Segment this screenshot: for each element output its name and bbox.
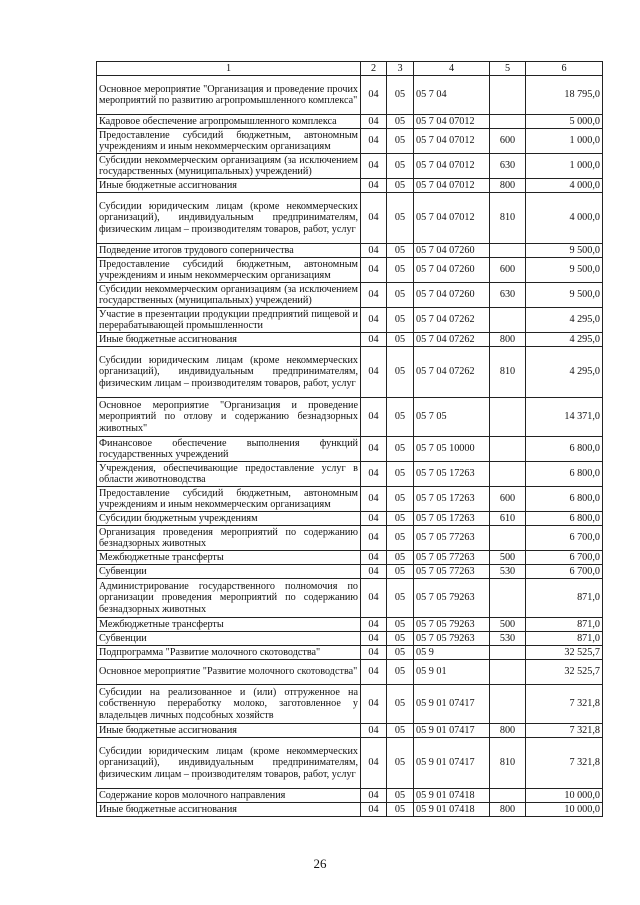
subsection-cell: 05 [387, 618, 414, 632]
section-cell: 04 [361, 76, 387, 115]
table-row [97, 193, 603, 244]
target-article-cell: 05 7 04 07012 [414, 129, 490, 154]
target-article-cell: 05 7 05 [414, 398, 490, 437]
subsection-cell: 05 [387, 738, 414, 789]
target-article-cell: 05 7 04 07260 [414, 244, 490, 258]
target-article-cell: 05 9 01 07418 [414, 789, 490, 803]
target-article-cell: 05 7 05 79263 [414, 579, 490, 618]
table-row [97, 462, 603, 487]
expense-type-cell [490, 462, 526, 487]
table-row [97, 76, 603, 115]
table-row [97, 115, 603, 129]
subsection-cell: 05 [387, 179, 414, 193]
table-row [97, 618, 603, 632]
row-name-cell: Предоставление субсидий бюджетным, автономным учреждениям и иным некоммерческим организациям [97, 487, 361, 512]
section-cell: 04 [361, 551, 387, 565]
expense-type-cell [490, 115, 526, 129]
target-article-cell: 05 7 05 77263 [414, 551, 490, 565]
section-cell: 04 [361, 618, 387, 632]
amount-cell: 871,0 [526, 618, 603, 632]
amount-cell: 6 800,0 [526, 437, 603, 462]
expense-type-cell: 500 [490, 551, 526, 565]
row-name-cell: Администрирование государственного полномочия по организации проведения мероприятий по содержанию безнадзорных животных [97, 579, 361, 618]
expense-type-cell: 630 [490, 154, 526, 179]
target-article-cell: 05 7 05 17263 [414, 487, 490, 512]
section-cell: 04 [361, 115, 387, 129]
target-article-cell: 05 7 05 77263 [414, 526, 490, 551]
section-cell: 04 [361, 258, 387, 283]
section-cell: 04 [361, 283, 387, 308]
header-cell: 1 [97, 62, 361, 76]
amount-cell: 10 000,0 [526, 789, 603, 803]
target-article-cell: 05 9 01 07418 [414, 803, 490, 817]
table-row [97, 154, 603, 179]
expense-type-cell: 600 [490, 487, 526, 512]
amount-cell: 32 525,7 [526, 646, 603, 660]
subsection-cell: 05 [387, 115, 414, 129]
table-row [97, 437, 603, 462]
header-cell: 6 [526, 62, 603, 76]
amount-cell: 1 000,0 [526, 129, 603, 154]
subsection-cell: 05 [387, 437, 414, 462]
row-name-cell: Субсидии на реализованное и (или) отгруженное на собственную переработку молоко, заготовленное у владельцев личных подсобных хозяйств [97, 685, 361, 724]
section-cell: 04 [361, 244, 387, 258]
amount-cell: 4 295,0 [526, 333, 603, 347]
subsection-cell: 05 [387, 660, 414, 685]
table-row [97, 512, 603, 526]
table-row [97, 308, 603, 333]
expense-type-cell: 530 [490, 565, 526, 579]
row-name-cell: Финансовое обеспечение выполнения функций государственных учреждений [97, 437, 361, 462]
subsection-cell: 05 [387, 551, 414, 565]
target-article-cell: 05 7 04 07260 [414, 258, 490, 283]
table-row [97, 333, 603, 347]
table-row [97, 738, 603, 789]
section-cell: 04 [361, 308, 387, 333]
section-cell: 04 [361, 179, 387, 193]
target-article-cell: 05 9 01 07417 [414, 738, 490, 789]
subsection-cell: 05 [387, 244, 414, 258]
table-row [97, 179, 603, 193]
table-row [97, 283, 603, 308]
row-name-cell: Субсидии юридическим лицам (кроме некоммерческих организаций), индивидуальным предпринимателям, физическим лицам – производителям товаров, работ, услуг [97, 738, 361, 789]
target-article-cell: 05 9 [414, 646, 490, 660]
subsection-cell: 05 [387, 565, 414, 579]
target-article-cell: 05 7 04 07012 [414, 115, 490, 129]
section-cell: 04 [361, 193, 387, 244]
target-article-cell: 05 9 01 [414, 660, 490, 685]
section-cell: 04 [361, 738, 387, 789]
amount-cell: 9 500,0 [526, 283, 603, 308]
amount-cell: 18 795,0 [526, 76, 603, 115]
expense-type-cell [490, 244, 526, 258]
target-article-cell: 05 9 01 07417 [414, 685, 490, 724]
amount-cell: 4 295,0 [526, 308, 603, 333]
table-row [97, 803, 603, 817]
row-name-cell: Иные бюджетные ассигнования [97, 333, 361, 347]
amount-cell: 7 321,8 [526, 724, 603, 738]
expense-type-cell [490, 398, 526, 437]
expense-type-cell [490, 685, 526, 724]
row-name-cell: Субсидии бюджетным учреждениям [97, 512, 361, 526]
section-cell: 04 [361, 333, 387, 347]
subsection-cell: 05 [387, 283, 414, 308]
row-name-cell: Подпрограмма "Развитие молочного скотоводства" [97, 646, 361, 660]
section-cell: 04 [361, 565, 387, 579]
table-row [97, 398, 603, 437]
table-row [97, 579, 603, 618]
expense-type-cell: 610 [490, 512, 526, 526]
table-row [97, 660, 603, 685]
row-name-cell: Субсидии юридическим лицам (кроме некоммерческих организаций), индивидуальным предпринимателям, физическим лицам – производителям товаров, работ, услуг [97, 193, 361, 244]
section-cell: 04 [361, 129, 387, 154]
expense-type-cell: 600 [490, 129, 526, 154]
section-cell: 04 [361, 685, 387, 724]
row-name-cell: Иные бюджетные ассигнования [97, 724, 361, 738]
amount-cell: 9 500,0 [526, 244, 603, 258]
row-name-cell: Кадровое обеспечение агропромышленного комплекса [97, 115, 361, 129]
amount-cell: 7 321,8 [526, 685, 603, 724]
expense-type-cell: 810 [490, 738, 526, 789]
subsection-cell: 05 [387, 398, 414, 437]
subsection-cell: 05 [387, 76, 414, 115]
subsection-cell: 05 [387, 347, 414, 398]
table-row [97, 646, 603, 660]
amount-cell: 4 000,0 [526, 193, 603, 244]
section-cell: 04 [361, 724, 387, 738]
subsection-cell: 05 [387, 154, 414, 179]
table-row [97, 487, 603, 512]
target-article-cell: 05 7 05 10000 [414, 437, 490, 462]
amount-cell: 871,0 [526, 579, 603, 618]
amount-cell: 7 321,8 [526, 738, 603, 789]
section-cell: 04 [361, 803, 387, 817]
subsection-cell: 05 [387, 646, 414, 660]
section-cell: 04 [361, 512, 387, 526]
row-name-cell: Субвенции [97, 565, 361, 579]
subsection-cell: 05 [387, 462, 414, 487]
amount-cell: 6 800,0 [526, 487, 603, 512]
subsection-cell: 05 [387, 258, 414, 283]
table-row [97, 789, 603, 803]
expense-type-cell: 800 [490, 179, 526, 193]
target-article-cell: 05 7 04 07262 [414, 308, 490, 333]
amount-cell: 10 000,0 [526, 803, 603, 817]
subsection-cell: 05 [387, 685, 414, 724]
amount-cell: 6 800,0 [526, 462, 603, 487]
amount-cell: 6 700,0 [526, 526, 603, 551]
section-cell: 04 [361, 646, 387, 660]
table-row [97, 258, 603, 283]
budget-table [96, 61, 603, 817]
row-name-cell: Основное мероприятие "Организация и проведение мероприятий по отлову и содержанию безнадзорных животных" [97, 398, 361, 437]
target-article-cell: 05 7 05 77263 [414, 565, 490, 579]
table-row [97, 129, 603, 154]
section-cell: 04 [361, 398, 387, 437]
row-name-cell: Участие в презентации продукции предприятий пищевой и перерабатывающей промышленности [97, 308, 361, 333]
expense-type-cell: 500 [490, 618, 526, 632]
expense-type-cell [490, 76, 526, 115]
header-cell: 4 [414, 62, 490, 76]
row-name-cell: Субсидии некоммерческим организациям (за исключением государственных (муниципальных) учреждений) [97, 283, 361, 308]
row-name-cell: Предоставление субсидий бюджетным, автономным учреждениям и иным некоммерческим организациям [97, 129, 361, 154]
row-name-cell: Основное мероприятие "Организация и проведение прочих мероприятий по развитию агропромышленного комплекса" [97, 76, 361, 115]
row-name-cell: Субсидии юридическим лицам (кроме некоммерческих организаций), индивидуальным предпринимателям, физическим лицам – производителям товаров, работ, услуг [97, 347, 361, 398]
row-name-cell: Субсидии некоммерческим организациям (за исключением государственных (муниципальных) учреждений) [97, 154, 361, 179]
row-name-cell: Иные бюджетные ассигнования [97, 179, 361, 193]
section-cell: 04 [361, 154, 387, 179]
section-cell: 04 [361, 437, 387, 462]
subsection-cell: 05 [387, 632, 414, 646]
subsection-cell: 05 [387, 724, 414, 738]
amount-cell: 6 800,0 [526, 512, 603, 526]
expense-type-cell [490, 579, 526, 618]
page-number: 26 [313, 856, 327, 871]
amount-cell: 6 700,0 [526, 551, 603, 565]
section-cell: 04 [361, 347, 387, 398]
amount-cell: 4 000,0 [526, 179, 603, 193]
row-name-cell: Иные бюджетные ассигнования [97, 803, 361, 817]
section-cell: 04 [361, 487, 387, 512]
expense-type-cell: 800 [490, 333, 526, 347]
header-cell: 2 [361, 62, 387, 76]
row-name-cell: Субвенции [97, 632, 361, 646]
target-article-cell: 05 7 05 79263 [414, 618, 490, 632]
subsection-cell: 05 [387, 193, 414, 244]
table-row [97, 632, 603, 646]
target-article-cell: 05 7 04 07012 [414, 179, 490, 193]
subsection-cell: 05 [387, 526, 414, 551]
header-cell: 3 [387, 62, 414, 76]
row-name-cell: Содержание коров молочного направления [97, 789, 361, 803]
table-row [97, 526, 603, 551]
expense-type-cell: 810 [490, 193, 526, 244]
expense-type-cell: 630 [490, 283, 526, 308]
expense-type-cell [490, 789, 526, 803]
amount-cell: 1 000,0 [526, 154, 603, 179]
table-row [97, 565, 603, 579]
expense-type-cell [490, 660, 526, 685]
target-article-cell: 05 7 04 07012 [414, 193, 490, 244]
section-cell: 04 [361, 632, 387, 646]
row-name-cell: Межбюджетные трансферты [97, 551, 361, 565]
target-article-cell: 05 7 04 07012 [414, 154, 490, 179]
row-name-cell: Предоставление субсидий бюджетным, автономным учреждениям и иным некоммерческим организациям [97, 258, 361, 283]
subsection-cell: 05 [387, 333, 414, 347]
row-name-cell: Организация проведения мероприятий по содержанию безнадзорных животных [97, 526, 361, 551]
subsection-cell: 05 [387, 803, 414, 817]
expense-type-cell: 800 [490, 803, 526, 817]
expense-type-cell: 530 [490, 632, 526, 646]
subsection-cell: 05 [387, 512, 414, 526]
table-row [97, 685, 603, 724]
header-cell: 5 [490, 62, 526, 76]
expense-type-cell [490, 437, 526, 462]
amount-cell: 4 295,0 [526, 347, 603, 398]
expense-type-cell [490, 308, 526, 333]
section-cell: 04 [361, 462, 387, 487]
subsection-cell: 05 [387, 308, 414, 333]
expense-type-cell [490, 646, 526, 660]
subsection-cell: 05 [387, 129, 414, 154]
target-article-cell: 05 7 04 [414, 76, 490, 115]
table-row [97, 347, 603, 398]
subsection-cell: 05 [387, 789, 414, 803]
target-article-cell: 05 7 04 07260 [414, 283, 490, 308]
amount-cell: 9 500,0 [526, 258, 603, 283]
section-cell: 04 [361, 579, 387, 618]
table-row [97, 244, 603, 258]
target-article-cell: 05 9 01 07417 [414, 724, 490, 738]
expense-type-cell: 800 [490, 724, 526, 738]
expense-type-cell [490, 526, 526, 551]
section-cell: 04 [361, 526, 387, 551]
row-name-cell: Учреждения, обеспечивающие предоставление услуг в области животноводства [97, 462, 361, 487]
target-article-cell: 05 7 04 07262 [414, 333, 490, 347]
amount-cell: 14 371,0 [526, 398, 603, 437]
amount-cell: 32 525,7 [526, 660, 603, 685]
row-name-cell: Межбюджетные трансферты [97, 618, 361, 632]
table-row [97, 724, 603, 738]
section-cell: 04 [361, 660, 387, 685]
target-article-cell: 05 7 04 07262 [414, 347, 490, 398]
expense-type-cell: 810 [490, 347, 526, 398]
amount-cell: 6 700,0 [526, 565, 603, 579]
row-name-cell: Подведение итогов трудового соперничества [97, 244, 361, 258]
row-name-cell: Основное мероприятие "Развитие молочного скотоводства" [97, 660, 361, 685]
target-article-cell: 05 7 05 17263 [414, 512, 490, 526]
subsection-cell: 05 [387, 487, 414, 512]
target-article-cell: 05 7 05 17263 [414, 462, 490, 487]
target-article-cell: 05 7 05 79263 [414, 632, 490, 646]
section-cell: 04 [361, 789, 387, 803]
amount-cell: 871,0 [526, 632, 603, 646]
subsection-cell: 05 [387, 579, 414, 618]
expense-type-cell: 600 [490, 258, 526, 283]
header-row [97, 62, 603, 76]
table-row [97, 551, 603, 565]
amount-cell: 5 000,0 [526, 115, 603, 129]
